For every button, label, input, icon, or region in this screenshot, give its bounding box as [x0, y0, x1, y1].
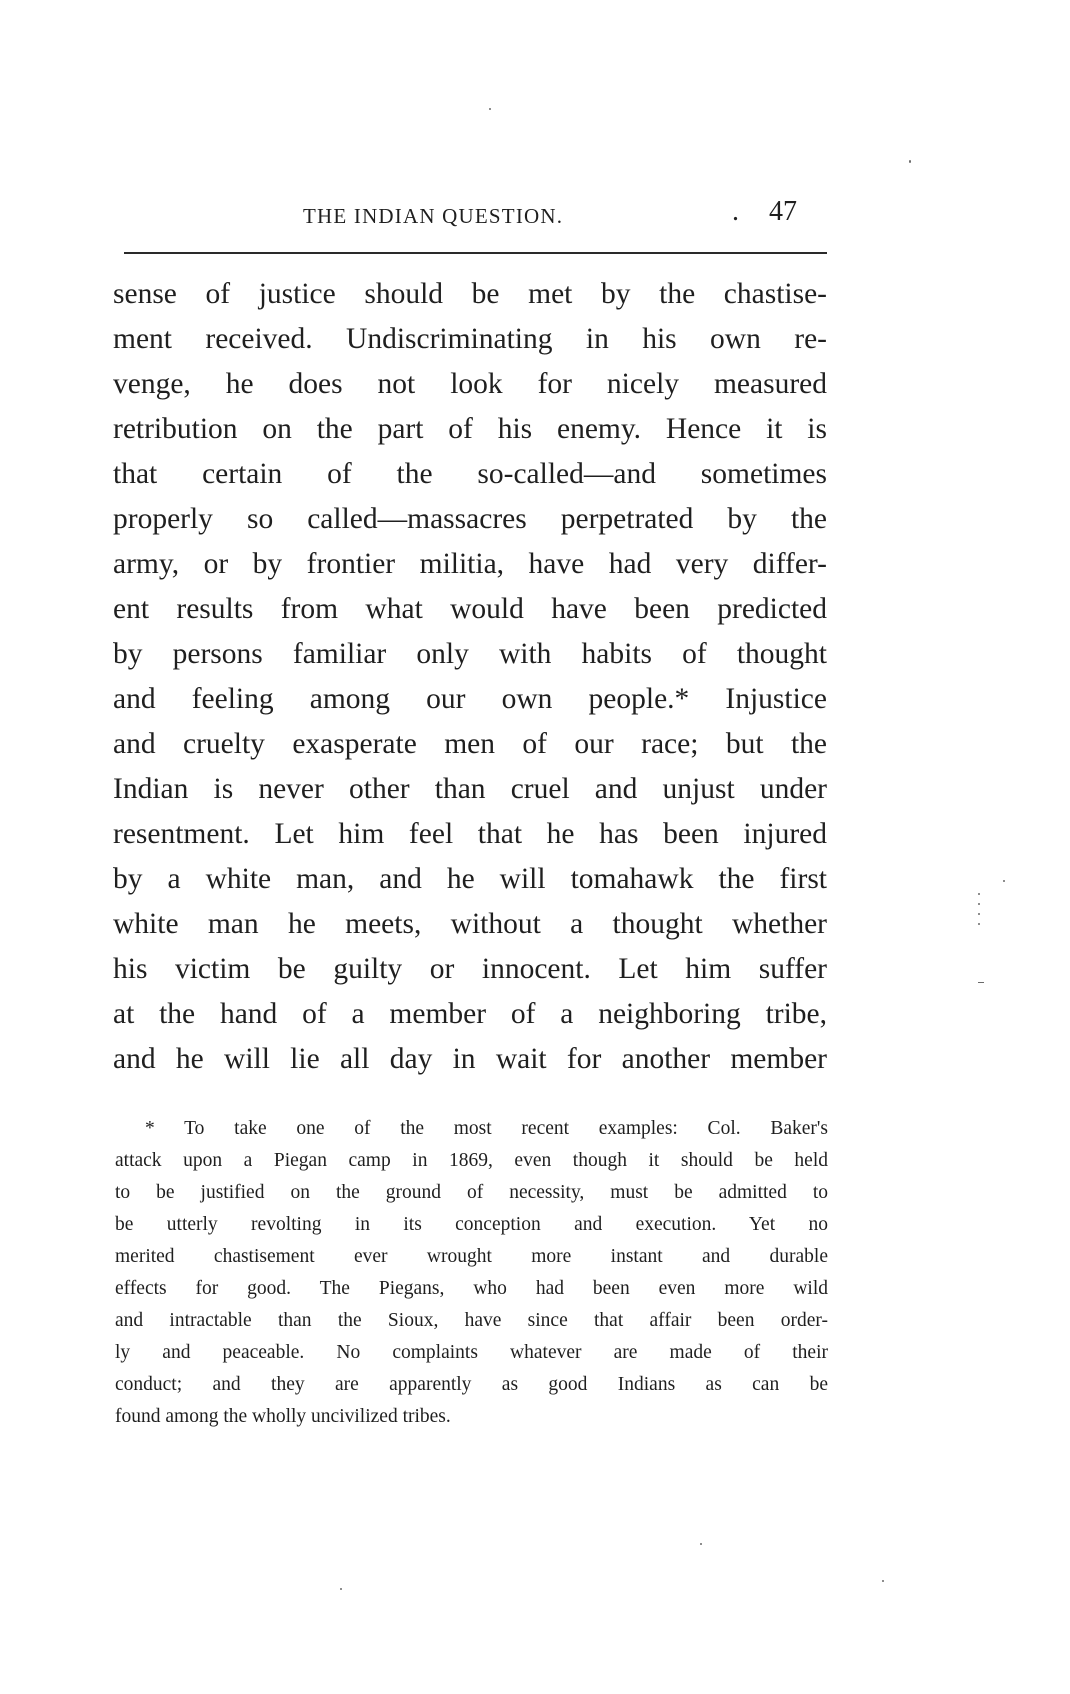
- body-line: properly so called—massacres perpetrated by the: [113, 503, 827, 535]
- scan-speck: [700, 1543, 702, 1545]
- body-line: and he will lie all day in wait for another member: [113, 1043, 827, 1075]
- body-line: at the hand of a member of a neighboring tribe,: [113, 998, 827, 1030]
- scan-speck: [882, 1580, 884, 1582]
- body-line: by a white man, and he will tomahawk the first: [113, 863, 827, 895]
- running-title: THE INDIAN QUESTION.: [303, 204, 564, 228]
- body-line: venge, he does not look for nicely measured: [113, 368, 827, 400]
- body-line: army, or by frontier militia, have had very differ-: [113, 548, 827, 580]
- body-line: resentment. Let him feel that he has been injured: [113, 818, 827, 850]
- body-line: sense of justice should be met by the chastise-: [113, 278, 827, 310]
- footnote-line: attack upon a Piegan camp in 1869, even though it should be held: [115, 1150, 828, 1171]
- footnote-line: and intractable than the Sioux, have since that affair been order-: [115, 1310, 828, 1331]
- footnote-line: * To take one of the most recent examples: Col. Baker's: [145, 1118, 828, 1139]
- body-line: his victim be guilty or innocent. Let him suffer: [113, 953, 827, 985]
- footnote-line: effects for good. The Piegans, who had been even more wild: [115, 1278, 828, 1299]
- footnote-line: to be justified on the ground of necessity, must be admitted to: [115, 1182, 828, 1203]
- scan-speck: [978, 903, 980, 905]
- body-line: and cruelty exasperate men of our race; but the: [113, 728, 827, 760]
- body-text: [113, 272, 827, 1082]
- running-head-dot: .: [732, 196, 739, 227]
- scan-speck: [1003, 880, 1005, 882]
- footnote-line: merited chastisement ever wrought more instant and durable: [115, 1246, 828, 1267]
- body-line: Indian is never other than cruel and unjust under: [113, 773, 827, 805]
- footnote: [115, 1113, 828, 1433]
- footnote-line: conduct; and they are apparently as good Indians as can be: [115, 1374, 828, 1395]
- body-line: and feeling among our own people.* Injustice: [113, 683, 827, 715]
- header-rule: [124, 252, 827, 254]
- footnote-line: ly and peaceable. No complaints whatever are made of their: [115, 1342, 828, 1363]
- footnote-line: be utterly revolting in its conception and execution. Yet no: [115, 1214, 828, 1235]
- scan-speck: [978, 982, 984, 983]
- scan-speck: [978, 923, 980, 925]
- body-line: that certain of the so-called—and sometimes: [113, 458, 827, 490]
- scan-speck: [909, 160, 911, 163]
- page-number: 47: [769, 196, 797, 227]
- scan-speck: [978, 893, 980, 895]
- scan-speck: [489, 108, 491, 110]
- body-line: by persons familiar only with habits of thought: [113, 638, 827, 670]
- footnote-line: found among the wholly uncivilized tribes.: [115, 1406, 451, 1427]
- scan-speck: [978, 913, 980, 915]
- running-head: [115, 196, 825, 236]
- body-line: ent results from what would have been predicted: [113, 593, 827, 625]
- body-line: retribution on the part of his enemy. Hence it is: [113, 413, 827, 445]
- body-line: white man he meets, without a thought whether: [113, 908, 827, 940]
- body-line: ment received. Undiscriminating in his own re-: [113, 323, 827, 355]
- scan-speck: [340, 1588, 342, 1590]
